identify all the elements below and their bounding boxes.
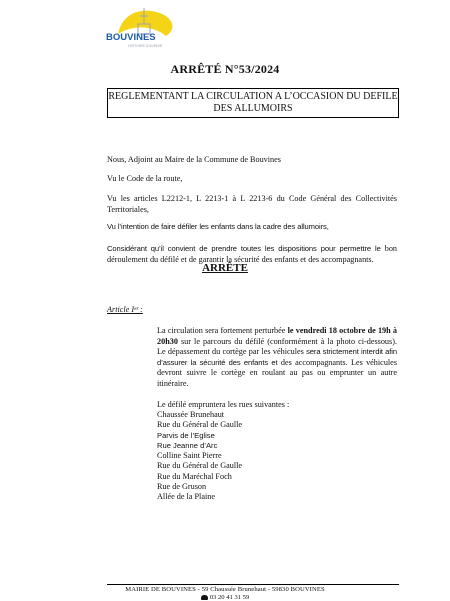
article-label: Article Iᵉʳ : [107, 305, 143, 314]
paragraph-vu-articles: Vu les articles L2212-1, L 2213-1 à L 2213-6 du Code Général des Collectivités Territoriales, [107, 194, 397, 214]
paragraph-nous: Nous, Adjoint au Maire de la Commune de Bouvines [107, 155, 281, 164]
considerant-rest: bon déroulement du défilé et de garantir la sécurité des enfants et des accompagnants. [107, 244, 398, 264]
streets-intro: Le défilé empruntera les rues suivantes : [157, 400, 290, 409]
footer-address: MAIRIE DE BOUVINES - 59 Chaussée Brunehaut - 59830 BOUVINES [125, 586, 325, 593]
circulation-text-3: des accompagnants. Les véhicules devront suivre le cortège en roulant au pas ou emprunter un autre itinéraire. [157, 357, 398, 388]
page-title: ARRÊTÉ N°53/2024 [170, 62, 280, 76]
paragraph-vu-intention: Vu l’intention de faire défiler les enfants dans la cadre des allumoirs, [107, 222, 329, 231]
circulation-interdiction: sera strictement interdit afin d’assurer la sécurité des enfants et [157, 347, 398, 367]
street-item: Allée de la Plaine [157, 492, 215, 502]
street-item: Rue Jeanne d’Arc [157, 440, 218, 450]
street-item: Rue de Gruson [157, 482, 207, 492]
footer-divider [107, 584, 399, 585]
circulation-text-1: La circulation sera fortement perturbée [157, 326, 288, 335]
paragraph-circulation [157, 326, 397, 389]
logo-text: BOUVINES [106, 32, 156, 43]
streets-list [157, 410, 242, 503]
street-item: Rue du Général de Gaulle [157, 420, 243, 430]
street-item: Rue du Général de Gaulle [157, 461, 243, 471]
circulation-text-2: sur le parcours du défilé (conformément à la photo ci-dessous). Le dépassement du cortège par les véhicules [157, 336, 397, 356]
bouvines-logo [104, 4, 188, 50]
street-item: Rue du Maréchal Foch [157, 471, 232, 481]
street-item: Parvis de l’Eglise [157, 430, 215, 440]
paragraph-vu-code-route: Vu le Code de la route, [107, 174, 183, 183]
street-item: Chaussée Brunehaut [157, 410, 225, 419]
circulation-date-time: le vendredi 18 octobre de 19h à 20h30 [157, 326, 398, 346]
considerant-first-line: Considérant qu’il convient de prendre toutes les dispositions pour permettre le [107, 244, 381, 253]
logo-tagline: HISTOIRE D'AVENIR [128, 44, 163, 48]
arrete-heading: ARRÊTE [202, 262, 248, 274]
footer-phone: 03 20 41 31 59 [209, 594, 250, 601]
subject-text: REGLEMENTANT LA CIRCULATION A L’OCCASION DU DEFILE DES ALLUMOIRS [108, 91, 398, 114]
phone-icon [201, 595, 208, 600]
street-item: Colline Saint Pierre [157, 451, 222, 461]
subject-box [107, 88, 399, 118]
